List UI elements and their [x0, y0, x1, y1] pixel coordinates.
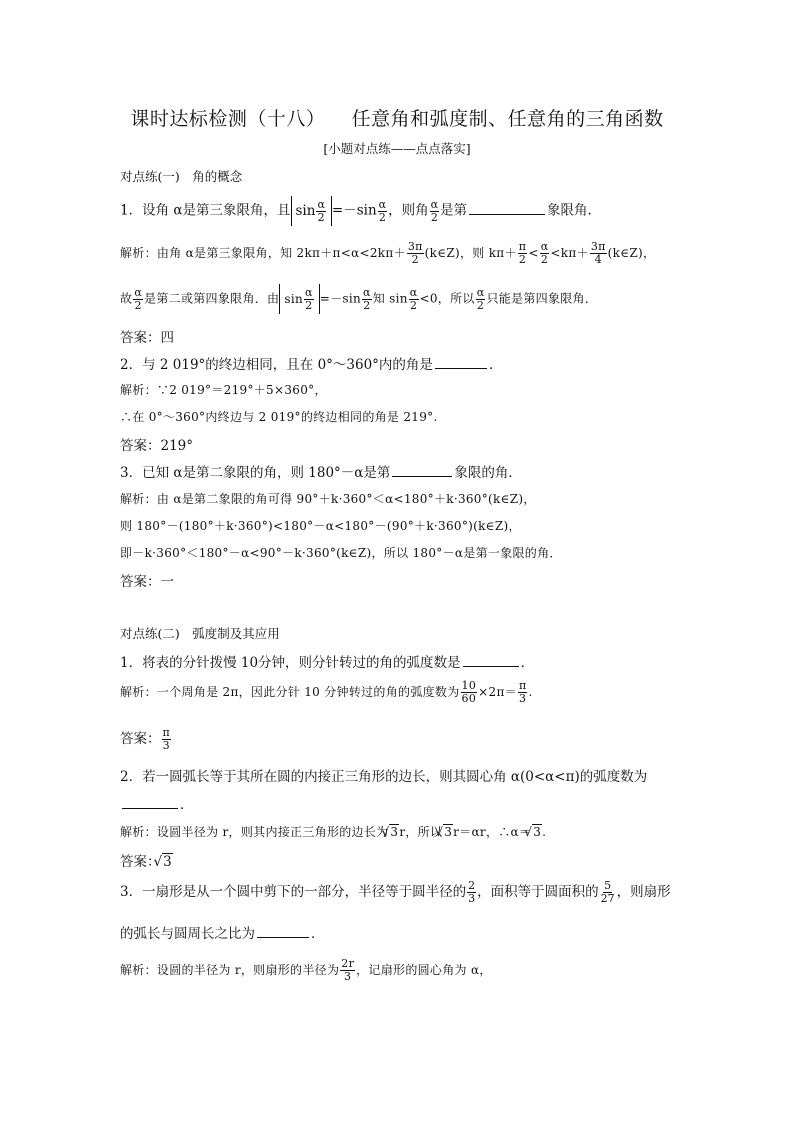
section-heading-2: 对点练(二) 弧度制及其应用	[120, 626, 280, 641]
section-heading-1: 对点练(一) 角的概念	[120, 169, 243, 184]
answer-1-1: 答案：四	[120, 330, 174, 346]
question-2-2-line-2: ．	[120, 793, 194, 813]
question-2-2-line-1: 2．若一圆弧长等于其所在圆的内接正三角形的边长，则其圆心角 α(0<α<π)的弧度数为	[120, 769, 648, 785]
answer-blank	[122, 796, 178, 809]
solution-2-2: 解析：设圆半径为 r，则其内接正三角形的边长为√ 3r，所以√ 3r＝αr，∴α＝√ 3.	[120, 823, 546, 840]
answer-1-2: 答案：219°	[120, 438, 194, 454]
answer-2-2: 答案：√ 3	[120, 850, 173, 870]
solution-1-3-line-1: 解析：由 α是第二象限的角可得 90°＋k·360°＜α<180°＋k·360°(k∈Z)，	[120, 492, 536, 506]
answer-blank	[257, 925, 309, 938]
solution-1-2-line-1: 解析：∵2 019°＝219°＋5×360°，	[120, 383, 327, 397]
question-2-1: 1．将表的分针拨慢 10分钟，则分针转过的角的弧度数是 ．	[120, 655, 535, 671]
solution-2-1: 解析：一个周角是 2π，因此分针 10 分钟转过的角的弧度数为 $\frac{10}{60}$ ×2π＝ $\frac{\pi}{3}$ .	[120, 679, 533, 705]
answer-1-3: 答案：一	[120, 574, 174, 590]
solution-1-1-line-1: 解析：由角 α是第三象限角，知 2kπ＋π<α<2kπ＋ $\frac{3\pi}{2}$ (k∈Z)，则 kπ＋ $\frac{\pi}{2}$ < $\frac{\alpha}{2}$ <kπ＋ $\frac{3\pi}{4}$ (k∈Z)，	[120, 240, 656, 266]
page-title: 课时达标检测（十八） 任意角和弧度制、任意角的三角函数	[130, 108, 664, 130]
answer-blank	[435, 356, 487, 369]
question-1-3: 3．已知 α是第二象限的角，则 180°－α是第 象限的角．	[120, 465, 522, 481]
question-2-3-line-2: 的弧长与圆周长之比为 ．	[120, 926, 325, 942]
solution-1-2-line-2: ∴在 0°～360°内终边与 2 019°的终边相同的角是 219°.	[120, 410, 438, 424]
question-2-3-line-1: 3．一扇形是从一个圆中剪下的一部分，半径等于圆半径的 $\frac{2}{3}$ ，面积等于圆面积的 $\frac{5}{27}$ ，则扇形	[120, 879, 671, 905]
solution-1-1-line-2: 故 $\frac{\alpha}{2}$ 是第二或第四象限角．由 sin $\frac{\alpha}{2}$ =－sin $\frac{\alpha}{2}$ 知 sin $\frac{\alpha}{2}$ <0，所以 $\frac{\alpha}{2}$ 只能是第四象限角．	[120, 285, 598, 312]
page-subtitle: [小题对点练——点点落实]	[323, 141, 471, 156]
answer-blank	[469, 202, 545, 215]
answer-2-1: 答案： $\frac{\pi}{3}$	[120, 726, 170, 752]
abs-expression: sin $\frac{\alpha}{2}$	[291, 196, 332, 226]
answer-blank	[463, 654, 519, 667]
answer-blank	[392, 464, 452, 477]
question-1-1: 1．设角 α是第三象限角，且 sin $\frac{\alpha}{2}$ =－sin $\frac{\alpha}{2}$ ，则角 $\frac{\alpha}{2}$ 是第 象限角．	[120, 197, 602, 224]
solution-1-3-line-3: 即－k·360°＜180°－α<90°－k·360°(k∈Z)，所以 180°－α是第一象限的角．	[120, 546, 562, 560]
solution-2-3: 解析：设圆的半径为 r，则扇形的半径为 $\frac{2r}{3}$ ，记扇形的圆心角为 α，	[120, 957, 492, 983]
solution-1-3-line-2: 则 180°－(180°＋k·360°)<180°－α<180°－(90°＋k·360°)(k∈Z)，	[120, 519, 521, 533]
question-1-2: 2．与 2 019°的终边相同，且在 0°～360°内的角是 ．	[120, 357, 503, 373]
